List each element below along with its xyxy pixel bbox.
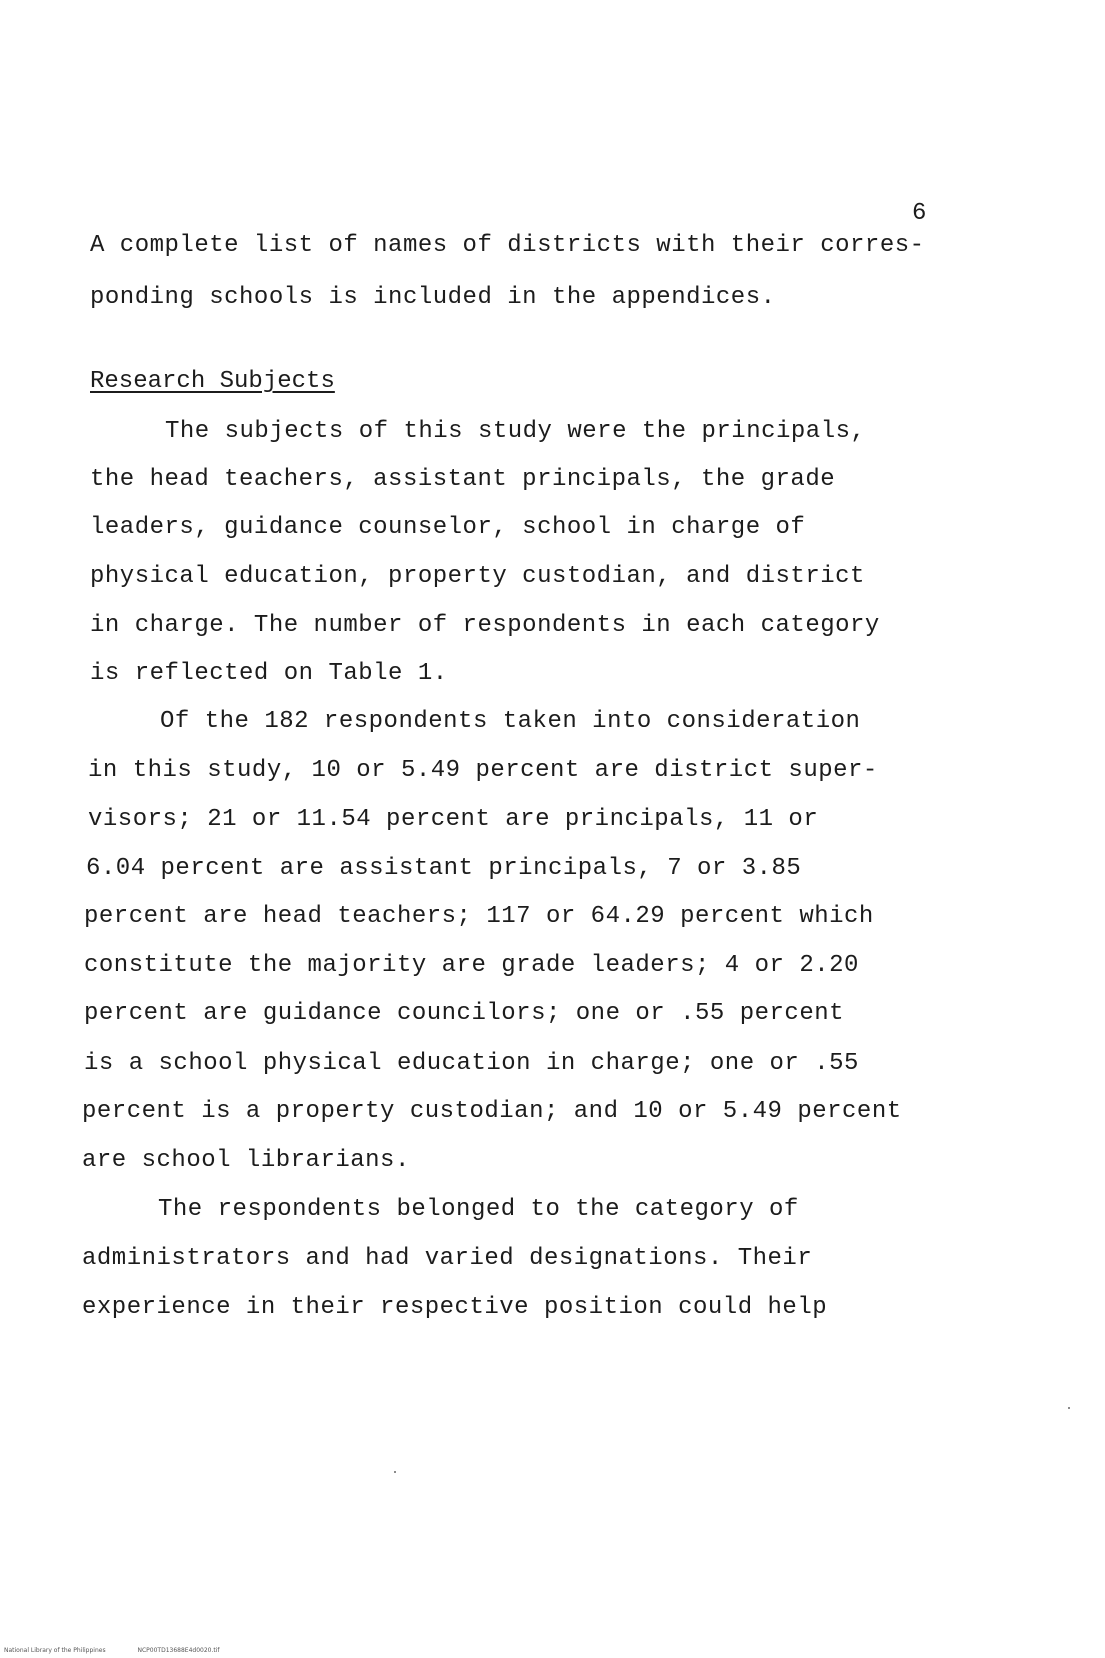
- paragraph-2-line: the head teachers, assistant principals, the grade: [90, 466, 836, 493]
- paragraph-1-line: ponding schools is included in the appendices.: [90, 284, 776, 311]
- paragraph-3-line: are school librarians.: [82, 1147, 410, 1174]
- paragraph-3-line: in this study, 10 or 5.49 percent are district super-: [88, 757, 878, 784]
- paragraph-3-line: is a school physical education in charge; one or .55: [84, 1050, 859, 1077]
- paragraph-2-line: physical education, property custodian, and district: [90, 563, 865, 590]
- paragraph-3-line: percent are head teachers; 117 or 64.29 percent which: [84, 903, 874, 930]
- paragraph-2-line: The subjects of this study were the principals,: [165, 418, 866, 445]
- scan-footer: [4, 1647, 220, 1654]
- section-heading: Research Subjects: [90, 368, 335, 395]
- paragraph-2-line: is reflected on Table 1.: [90, 660, 448, 687]
- footer-file-id: NCP00TD13688E4d0020.tif: [137, 1647, 220, 1654]
- page-number: 6: [912, 200, 927, 227]
- paragraph-3-line: Of the 182 respondents taken into consideration: [160, 708, 861, 735]
- scan-speck: [1068, 1407, 1070, 1409]
- paragraph-3-line: 6.04 percent are assistant principals, 7 or 3.85: [86, 855, 802, 882]
- paragraph-3-line: percent are guidance councilors; one or .55 percent: [84, 1000, 845, 1027]
- paragraph-3-line: percent is a property custodian; and 10 or 5.49 percent: [82, 1098, 902, 1125]
- paragraph-1-line: A complete list of names of districts with their corres-: [90, 232, 925, 259]
- scan-speck: [394, 1471, 396, 1473]
- footer-library: National Library of the Philippines: [4, 1647, 106, 1654]
- paragraph-2-line: leaders, guidance counselor, school in charge of: [90, 514, 806, 541]
- paragraph-4-line: administrators and had varied designations. Their: [82, 1245, 813, 1272]
- paragraph-3-line: visors; 21 or 11.54 percent are principals, 11 or: [88, 806, 819, 833]
- paragraph-2-line: in charge. The number of respondents in each category: [90, 612, 880, 639]
- paragraph-3-line: constitute the majority are grade leaders; 4 or 2.20: [84, 952, 859, 979]
- paragraph-4-line: The respondents belonged to the category of: [158, 1196, 799, 1223]
- paragraph-4-line: experience in their respective position could help: [82, 1294, 828, 1321]
